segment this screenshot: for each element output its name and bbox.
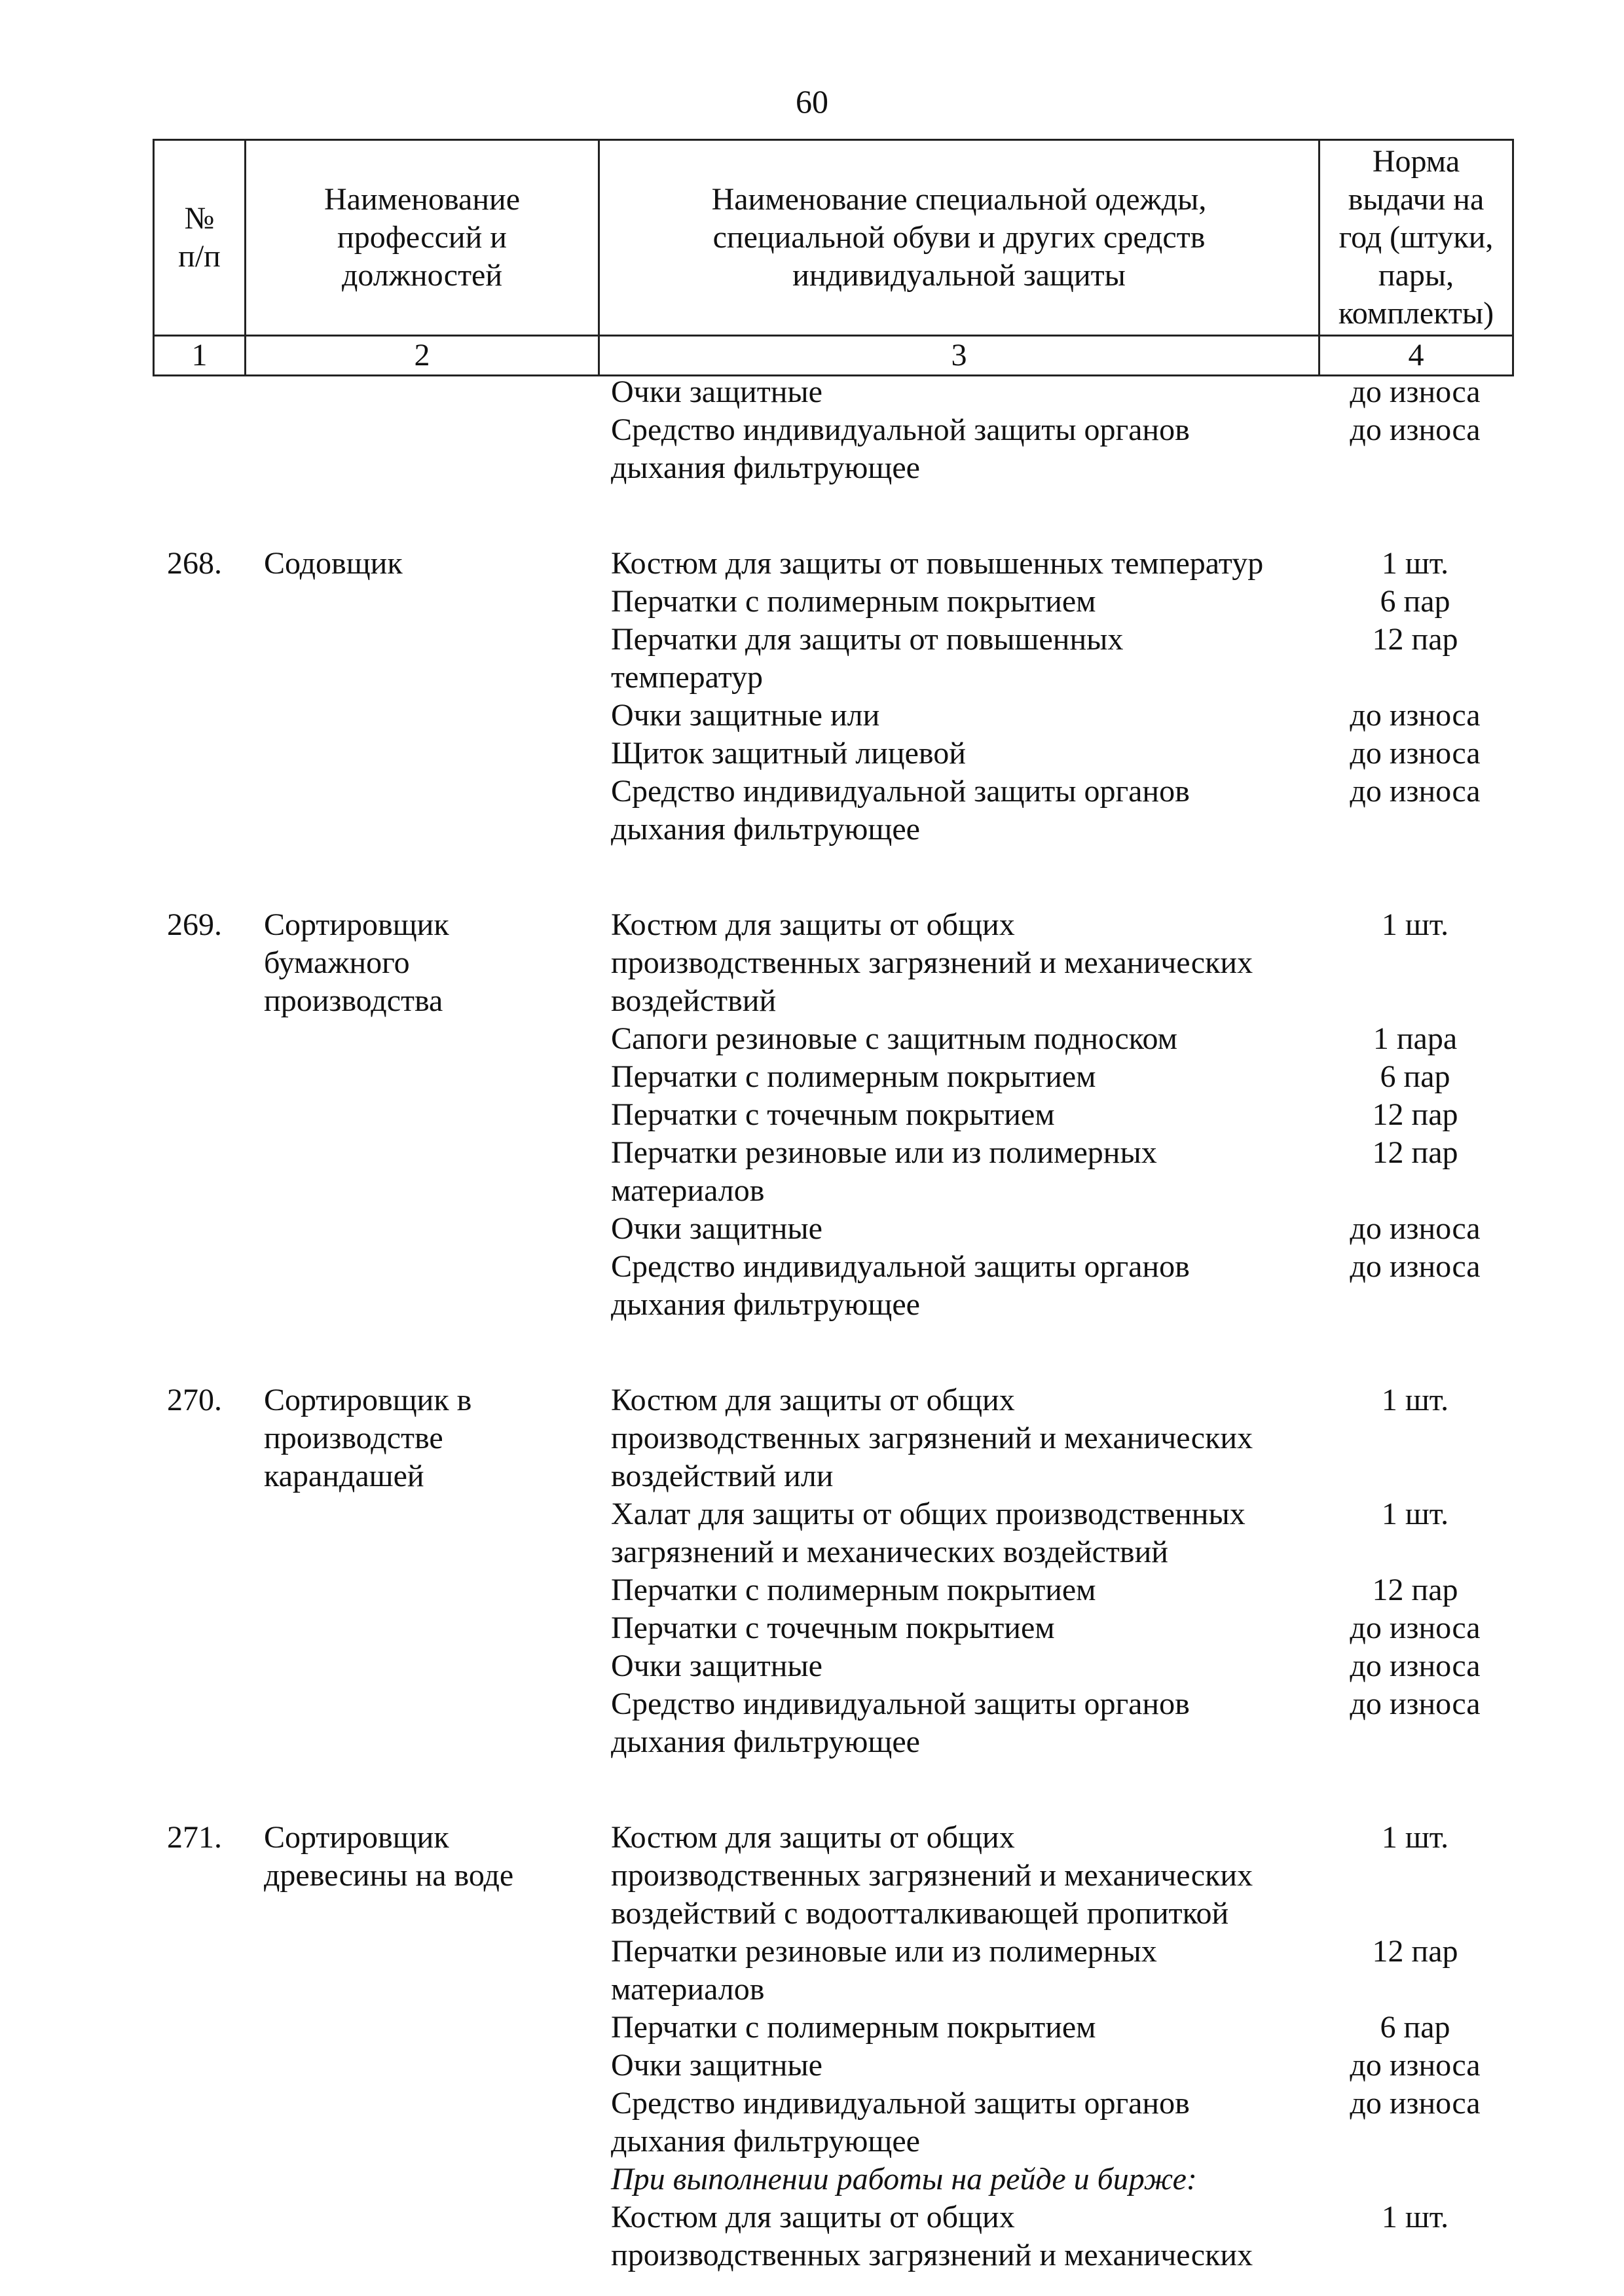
table-row [153,1058,1512,1096]
table-row [153,1096,1512,1134]
table-row [153,697,1512,735]
issue-norm: до износа [1350,774,1481,809]
row-number [153,411,244,487]
row-number [153,1248,244,1324]
issue-norm: до износа [1350,412,1481,447]
equipment-name: Средство индивидуальной защиты органов дыхания фильтрующее [611,1249,1190,1322]
profession-name [244,1609,598,1647]
header-table [153,139,1514,376]
row-number: 271. [167,1820,222,1855]
row-number [153,2085,244,2160]
profession-name [244,2198,598,2274]
group-gap [153,1324,1512,1381]
row-number [153,1685,244,1761]
equipment-name: Средство индивидуальной защиты органов дыхания фильтрующее [611,412,1190,485]
row-number [153,697,244,735]
equipment-name: Халат для защиты от общих производственных загрязнений и механических воздействий [611,1497,1246,1569]
issue-norm: 12 пар [1372,1934,1458,1969]
group-gap [153,1761,1512,1819]
profession-name [244,373,598,411]
profession-name [244,1020,598,1058]
table-row [153,1495,1512,1571]
table-row [153,1685,1512,1761]
table-row [153,1020,1512,1058]
equipment-name: Костюм для защиты от повышенных температур [611,546,1264,581]
row-number [153,1571,244,1609]
row-number: 268. [167,546,222,581]
issue-norm: 1 пара [1373,1021,1458,1056]
issue-norm: 12 пар [1372,1135,1458,1170]
table-row [153,583,1512,621]
issue-norm: 1 шт. [1381,2200,1449,2234]
profession-name [244,773,598,848]
profession-name: Сортировщик бумажного производства [264,907,449,1018]
row-number [153,1134,244,1210]
row-number [153,2047,244,2085]
table-row [153,773,1512,848]
table-row [153,1248,1512,1324]
table-row [153,1381,1512,1495]
equipment-name: Средство индивидуальной защиты органов дыхания фильтрующее [611,774,1190,847]
row-number: 269. [167,907,222,942]
table-body [153,373,1512,2274]
issue-norm: до износа [1350,1649,1481,1683]
issue-norm: 1 шт. [1381,907,1449,942]
row-number [153,2198,244,2274]
table-row [153,2085,1512,2160]
header-num-2: 2 [246,336,599,376]
profession-name [244,1495,598,1571]
table-row [153,2009,1512,2047]
equipment-name: Средство индивидуальной защиты органов дыхания фильтрующее [611,2086,1190,2159]
group-gap [153,848,1512,906]
header-col-norm: Норма выдачи на год (штуки, пары, комплекты) [1320,140,1513,336]
issue-norm: 1 шт. [1381,1383,1449,1417]
row-number [153,1020,244,1058]
row-number: 270. [167,1383,222,1417]
issue-norm: до износа [1350,1211,1481,1246]
profession-name [244,2047,598,2085]
table-row [153,1609,1512,1647]
row-number [153,1058,244,1096]
table-row [153,621,1512,697]
equipment-name: Перчатки резиновые или из полимерных материалов [611,1135,1157,1208]
row-number [153,1647,244,1685]
profession-name [244,2009,598,2047]
table-row [153,2198,1512,2274]
issue-norm [1318,2160,1512,2198]
table-row [153,735,1512,773]
issue-norm: 1 шт. [1381,1820,1449,1855]
equipment-name: Костюм для защиты от общих производственных загрязнений и механических [611,2200,1253,2272]
profession-name: Сортировщик в производстве карандашей [264,1383,472,1493]
table-row [153,1933,1512,2009]
row-number [153,2160,244,2198]
header-num-3: 3 [599,336,1320,376]
equipment-name: Очки защитные [611,1211,822,1246]
profession-name [244,621,598,697]
profession-name [244,1248,598,1324]
equipment-name: Очки защитные [611,1649,822,1683]
equipment-name: Щиток защитный лицевой [611,736,966,771]
profession-name [244,1647,598,1685]
issue-norm: до износа [1350,2086,1481,2121]
profession-name: Содовщик [264,546,403,581]
table-row [153,1571,1512,1609]
issue-norm: 1 шт. [1381,546,1449,581]
row-number [153,1096,244,1134]
profession-group [153,1381,1512,1761]
issue-norm: 6 пар [1380,584,1450,619]
issue-norm: до износа [1350,1249,1481,1284]
issue-norm: до износа [1350,736,1481,771]
profession-group [153,545,1512,848]
profession-group [153,373,1512,487]
profession-name [244,411,598,487]
issue-norm: до износа [1350,2048,1481,2083]
row-number [153,773,244,848]
table-row [153,1819,1512,1933]
equipment-name: Перчатки с точечным покрытием [611,1097,1055,1132]
table-row [153,373,1512,411]
row-number [153,735,244,773]
equipment-name: Костюм для защиты от общих производственных загрязнений и механических воздействий или [611,1383,1253,1493]
equipment-name: Перчатки с полимерным покрытием [611,1059,1096,1094]
issue-norm: до износа [1350,1611,1481,1645]
row-number [153,2009,244,2047]
table-row [153,1647,1512,1685]
issue-norm: 12 пар [1372,1573,1458,1607]
row-number [153,621,244,697]
header-col-profession: Наименование профессий и должностей [246,140,599,336]
table-row [153,2160,1512,2198]
equipment-name: Перчатки с точечным покрытием [611,1611,1055,1645]
equipment-name: Очки защитные или [611,698,880,733]
row-number [153,1609,244,1647]
profession-group [153,1819,1512,2274]
profession-name [244,1933,598,2009]
page-number: 60 [796,83,828,120]
table-row [153,2047,1512,2085]
equipment-name: Костюм для защиты от общих производственных загрязнений и механических воздействий с водоотталкивающей пропиткой [611,1820,1253,1931]
equipment-name: Сапоги резиновые с защитным подноском [611,1021,1177,1056]
issue-norm: до износа [1350,1686,1481,1721]
table-row [153,1210,1512,1248]
issue-norm: 6 пар [1380,1059,1450,1094]
profession-name [244,1685,598,1761]
row-number [153,1495,244,1571]
profession-name [244,735,598,773]
equipment-name: Костюм для защиты от общих производственных загрязнений и механических воздействий [611,907,1253,1018]
table-row [153,906,1512,1020]
header-num-4: 4 [1320,336,1513,376]
issue-norm: 12 пар [1372,1097,1458,1132]
header-num-1: 1 [154,336,246,376]
equipment-name: Перчатки с полимерным покрытием [611,1573,1096,1607]
equipment-name: Перчатки с полимерным покрытием [611,2010,1096,2045]
table-row [153,411,1512,487]
equipment-name: Очки защитные [611,2048,822,2083]
issue-norm: до износа [1350,698,1481,733]
row-number [153,1933,244,2009]
profession-name [244,2085,598,2160]
issue-norm: 1 шт. [1381,1497,1449,1531]
header-col-equipment: Наименование специальной одежды, специальной обуви и других средств индивидуальной защиты [599,140,1320,336]
equipment-name: Перчатки с полимерным покрытием [611,584,1096,619]
equipment-name: Перчатки для защиты от повышенных температур [611,622,1124,695]
issue-norm: 12 пар [1372,622,1458,657]
header-col-number: № п/п [154,140,246,336]
equipment-name: Средство индивидуальной защиты органов дыхания фильтрующее [611,1686,1190,1759]
profession-name: Сортировщик древесины на воде [264,1820,514,1893]
profession-name [244,2160,598,2198]
issue-norm: до износа [1350,374,1481,409]
row-number [153,583,244,621]
table-row [153,1134,1512,1210]
row-number [153,1210,244,1248]
table-row [153,545,1512,583]
equipment-name: Очки защитные [611,374,822,409]
issue-norm: 6 пар [1380,2010,1450,2045]
row-number [153,373,244,411]
profession-name [244,583,598,621]
profession-name [244,697,598,735]
profession-name [244,1210,598,1248]
profession-name [244,1096,598,1134]
equipment-name: При выполнении работы на рейде и бирже: [611,2162,1197,2196]
equipment-name: Перчатки резиновые или из полимерных материалов [611,1934,1157,2007]
profession-name [244,1571,598,1609]
profession-name [244,1058,598,1096]
group-gap [153,487,1512,545]
profession-name [244,1134,598,1210]
profession-group [153,906,1512,1324]
